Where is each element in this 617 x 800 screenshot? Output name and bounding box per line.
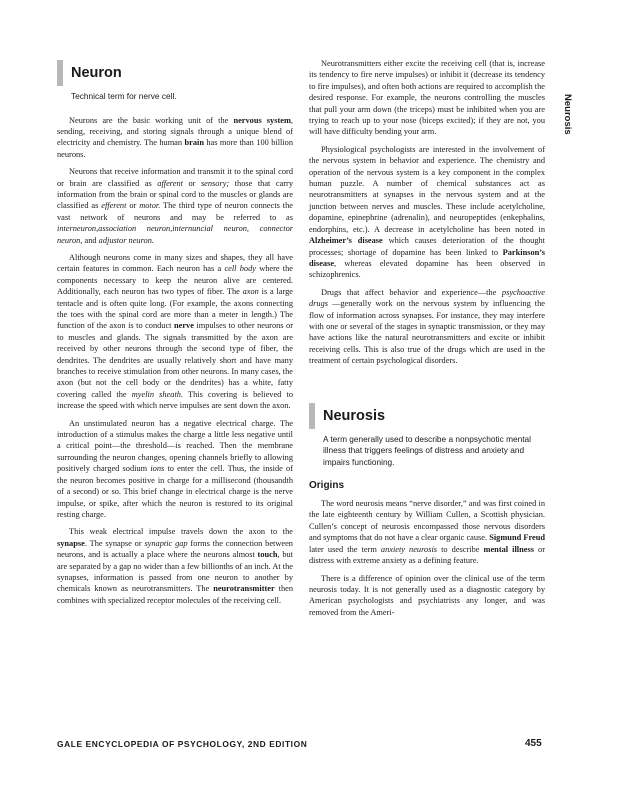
body-paragraph: Physiological psychologists are interested in the involvement of the nervous system in behavior and experience. The chemistry and operation of the nervous system is a key component in the complex human puzzle. A number of chemical substances act as neurotransmitters at synapses in the nervous system and at the junction between nerves and muscles. These include acetylcholine, dopamine, epinephrine (adrenalin), and neuropeptides (enkephalins, endorphins, etc.). A decrease in acetylcholine has been noted in Alzheimer’s disease which causes deterioration of the thought processes; shortage of dopamine has been linked to Parkinson’s disease, whereas elevated dopamine has been observed in schizophrenics. <box>309 144 545 280</box>
body-paragraph: There is a difference of opinion over the clinical use of the term neurosis today. It is not generally used as a diagnostic category by American psychologists and psychiatrists any longer, and was removed from the Ameri- <box>309 573 545 617</box>
left-column <box>57 58 293 612</box>
body-paragraph: An unstimulated neuron has a negative electrical charge. The introduction of a stimulus makes the charge a little less negative until a critical point—the threshold—is reached. Then the membrane surrounding the neuron changes, opening channels briefly to allowing positively charged sodium ions to enter the cell. Thus, the inside of the neuron becomes positive in charge for a millisecond (thousandth of a second) or so. This brief change in electrical charge is the nerve impulse, or spike, after which the neuron is restored to its original resting charge. <box>57 418 293 519</box>
neuron-definition: Technical term for nerve cell. <box>71 91 177 101</box>
body-paragraph: Neurons that receive information and transmit it to the spinal cord or brain are classified as afferent or sensory; those that carry information from the brain or spinal cord to the muscles or glands are classified as efferent or motor. The third type of neuron connects the vast network of neurons and may be referred to as interneuron,association neuron,internuncial neuron, connector neuron, and adjustor neuron. <box>57 167 294 245</box>
body-paragraph: Although neurons come in many sizes and shapes, they all have certain features in common. Each neuron has a cell body where the components necessary to keep the neuron alive are centered. Additionally, each neuron has two types of fiber. The axon is a large tentacle and is often quite long. (For example, the axons connecting the toes with the spinal cord are more than a meter in length.) The function of the axon is to conduct nerve impulses to other neurons or to muscles and glands. The signals transmitted by the axon are received by other neurons through the second type of fiber, the dendrites. The dendrites are usually relatively short and have many branches to receive stimulation from other neurons. In many cases, the axon (but not the cell body or the dendrites) has a white, fatty covering called the myelin sheath. This covering is believed to increase the speed with which nerve impulses are sent down the axon. <box>57 252 294 411</box>
page-number: 455 <box>525 738 542 749</box>
body-paragraph: This weak electrical impulse travels down the axon to the synapse. The synapse or synaptic gap forms the connection between neurons, and is actually a place where the neurons almost touch, but are separated by a gap no wider than a few billionths of an inch. At the synapses, information is passed from one neuron to another by chemicals known as neurotransmitters. The neurotransmitter then combines with specialized receptor molecules of the receiving cell. <box>57 527 294 605</box>
neuron-entry-header <box>57 58 293 103</box>
footer-publication-title: GALE ENCYCLOPEDIA OF PSYCHOLOGY, 2ND EDITION <box>57 739 308 749</box>
body-paragraph: The word neurosis means “nerve disorder,” and was first coined in the late eighteenth century by William Cullen, a Scottish physician. Cullen’s concept of neurosis encompassed those nervous disorders and symptoms that do not have a clear organic cause. Sigmund Freud later used the term anxiety neurosis to describe mental illness or distress with extreme anxiety as a defining feature. <box>309 499 545 566</box>
body-paragraph: Neurotransmitters either excite the receiving cell (that is, increase its tendency to fire nerve impulses) or inhibit it (decrease its tendency to fire impulses), and often both actions are required to accomplish the desired response. For example, the neurons controlling the muscles that pull your arm down (the triceps) must be inhibited when you are trying to reach up to your nose (biceps excited); if they are not, you will have difficulty bending your arm. <box>309 59 545 137</box>
section-tab: Neurosis <box>562 94 573 135</box>
neurosis-entry-header <box>309 401 545 469</box>
neurosis-title: Neurosis <box>323 407 386 424</box>
origins-subheading: Origins <box>309 480 345 492</box>
neuron-title: Neuron <box>71 65 122 81</box>
body-paragraph: Drugs that affect behavior and experience—the psychoactive drugs —generally work on the nervous system by influencing the flow of information across synapses. For instance, they may interfere with one or several of the stages in synaptic transmission, or they may have actions like the natural neurotransmitters and excite or inhibit receiving cells. This is also true of the drugs which are used in the treatment of certain psychological disorders. <box>309 287 545 366</box>
right-column <box>309 58 545 624</box>
entry-marker-bar <box>57 60 63 86</box>
neurosis-definition: A term generally used to describe a nonpsychotic mental illness that triggers feelings of distress and anxiety and impairs functioning. <box>323 433 531 467</box>
body-paragraph: Neurons are the basic working unit of the nervous system, sending, receiving, and storing signals through a unique blend of electricity and chemistry. The human brain has more than 100 billion neurons. <box>57 115 293 159</box>
entry-marker-bar <box>309 403 315 429</box>
